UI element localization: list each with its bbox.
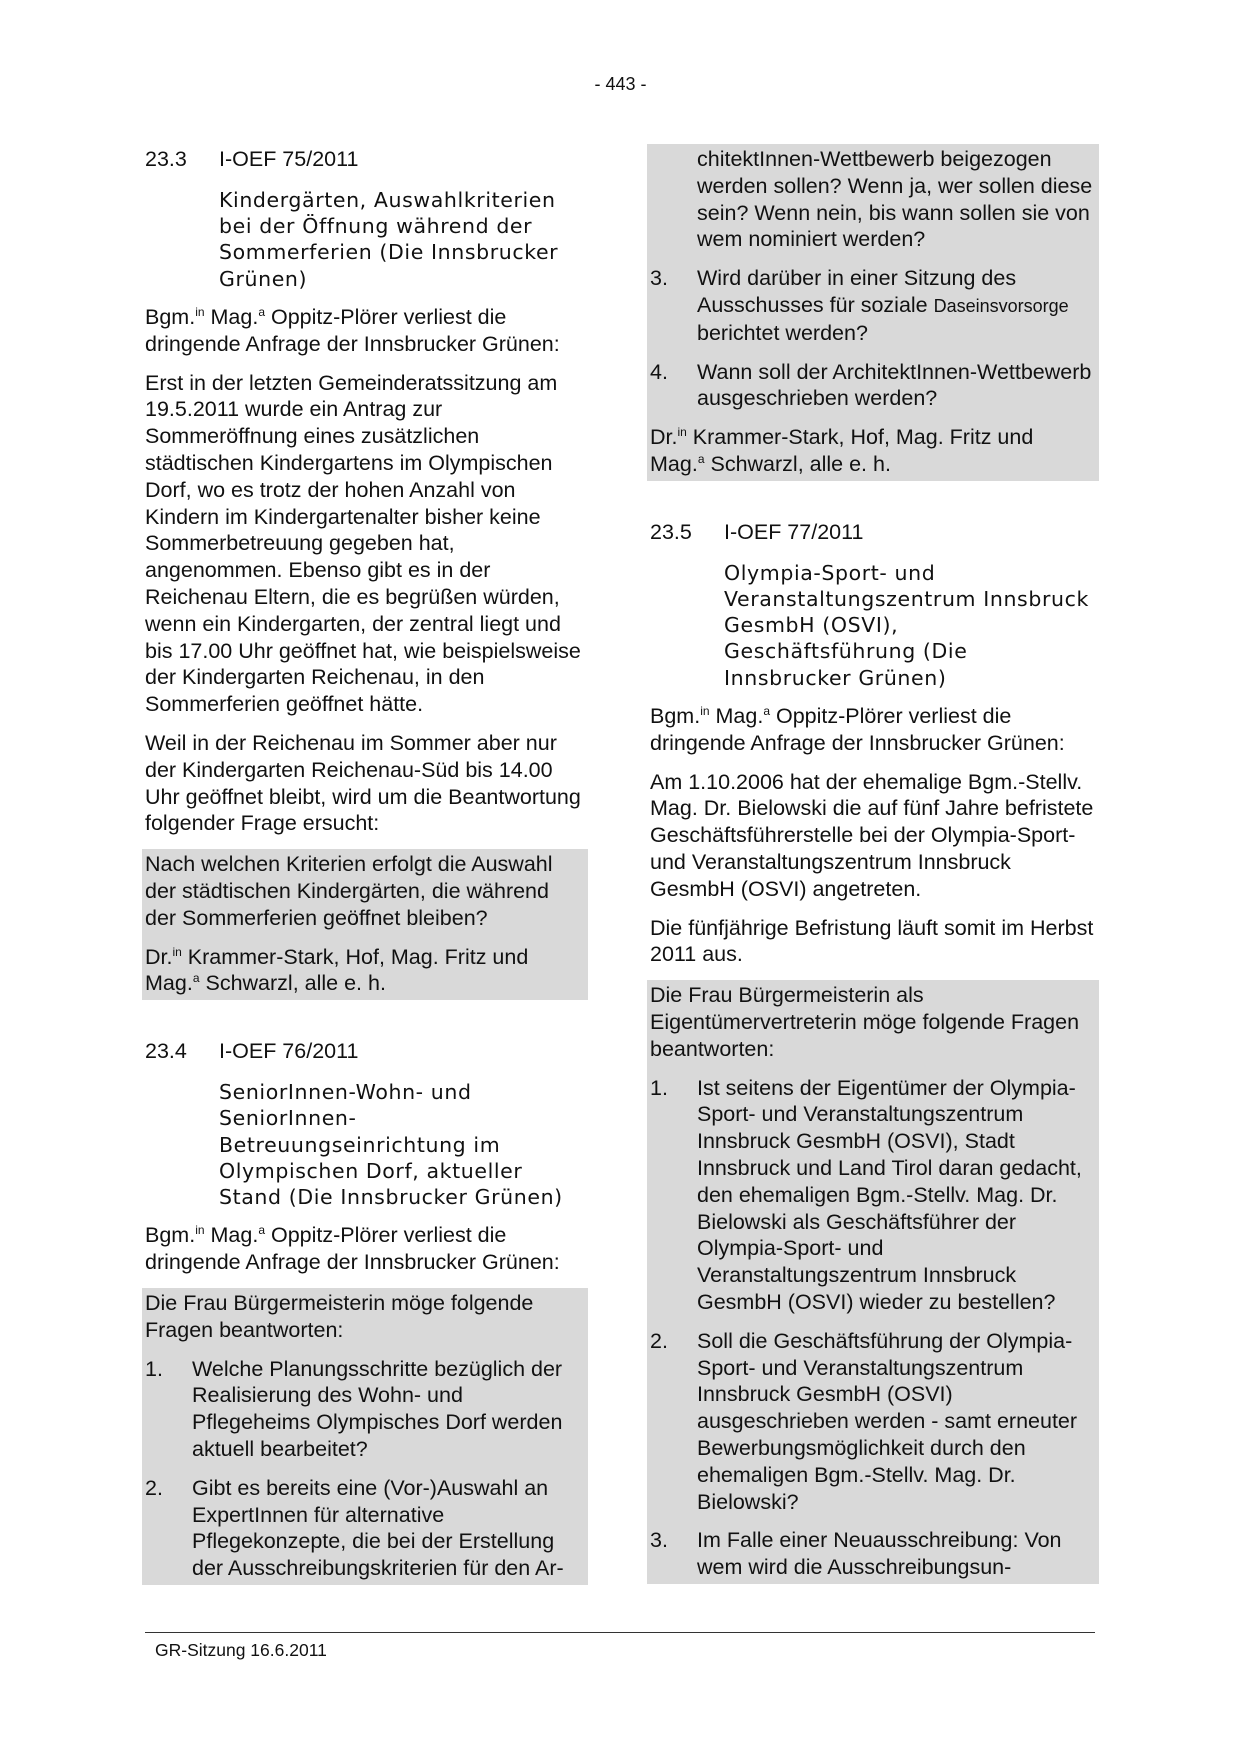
- question-box: [142, 849, 588, 1000]
- question-box-continued: [647, 144, 1099, 481]
- footer-divider: [145, 1632, 1095, 1633]
- footer-text: GR-Sitzung 16.6.2011: [155, 1640, 327, 1660]
- section-heading-23-5: [650, 519, 1096, 546]
- section-heading-23-4: [145, 1038, 585, 1065]
- intro-paragraph: Bgm.$^{in}$ Mag.$^a$ Oppitz-Plörer verliest die dringende Anfrage der Innsbrucker Grünen:: [145, 304, 560, 356]
- list-item: 1. Welche Planungsschritte bezüglich der Realisierung des Wohn- und Pflegeheims Olympisches Dorf werden aktuell bearbeitet?: [145, 1356, 563, 1461]
- body-paragraph: Weil in der Reichenau im Sommer aber nur der Kindergarten Reichenau-Süd bis 14.00 Uhr geöffnet bleibt, wird um die Beantwortung folgender Frage ersucht:: [145, 730, 581, 836]
- body-paragraph: Die fünfjährige Befristung läuft somit im Herbst 2011 aus.: [650, 915, 1094, 967]
- list-item: 1. Ist seitens der Eigentümer der Olympia-Sport- und Veranstaltungszentrum Innsbruck GesmbH (OSVI), Stadt Innsbruck und Land Tirol daran gedacht, den ehemaligen Bgm.-Stellv. Mag. Dr. Bielowski als Geschäftsführer der Olympia-Sport- und Veranstaltungszentrum Innsbruck GesmbH (OSVI) wieder zu bestellen?: [650, 1075, 1082, 1314]
- section-heading-23-3: [145, 146, 585, 173]
- list-item: 4. Wann soll der ArchitektInnen-Wettbewerb ausgeschrieben werden?: [650, 359, 1092, 411]
- list-item: 2. Gibt es bereits eine (Vor-)Auswahl an ExpertInnen für alternative Pflegekonzepte, die bei der Erstellung der Ausschreibungskriterien für den Ar-: [145, 1475, 564, 1581]
- section-title: Olympia-Sport- und Veranstaltungszentrum Innsbruck GesmbH (OSVI), Geschäftsführung (Die Innsbrucker Grünen): [724, 560, 1089, 690]
- question-lead: Die Frau Bürgermeisterin möge folgende Fragen beantworten:: [145, 1290, 534, 1342]
- signature: Dr.$^{in}$ Krammer-Stark, Hof, Mag. Fritz und Mag.$^a$ Schwarzl, alle e. h.: [145, 944, 529, 996]
- section-code: I-OEF 75/2011: [219, 147, 359, 171]
- body-paragraph: Am 1.10.2006 hat der ehemalige Bgm.-Stellv. Mag. Dr. Bielowski die auf fünf Jahre befristete Geschäftsführerstelle bei der Olympia-Sport- und Veranstaltungszentrum Innsbruck GesmbH (OSVI) angetreten.: [650, 769, 1094, 901]
- list-item: 3. Im Falle einer Neuausschreibung: Von wem wird die Ausschreibungsun-: [650, 1528, 1062, 1580]
- section-code: I-OEF 77/2011: [724, 519, 864, 544]
- question-box: [142, 1288, 588, 1585]
- section-number: 23.5: [650, 519, 692, 544]
- section-title: Kindergärten, Auswahlkriterien bei der Öffnung während der Sommerferien (Die Innsbrucker Grünen): [219, 187, 559, 291]
- page-number: - 443 -: [594, 74, 647, 94]
- section-code: I-OEF 76/2011: [219, 1039, 359, 1064]
- question-box: [647, 980, 1099, 1584]
- list-item: 3. Wird darüber in einer Sitzung des Ausschusses für soziale Daseinsvorsorge berichtet werden?: [650, 266, 1069, 345]
- intro-paragraph: Bgm.$^{in}$ Mag.$^a$ Oppitz-Plörer verliest die dringende Anfrage der Innsbrucker Grünen:: [145, 1223, 560, 1275]
- list-item: 2. Soll die Geschäftsführung der Olympia-Sport- und Veranstaltungszentrum Innsbruck GesmbH (OSVI) ausgeschrieben werden - samt erneuter Bewerbungsmöglichkeit durch den ehemaligen Bgm.-Stellv. Mag. Dr. Bielowski?: [650, 1328, 1078, 1514]
- list-item-continued: chitektInnen-Wettbewerb beigezogen werden sollen? Wenn ja, wer sollen diese sein? Wenn nein, bis wann sollen sie von wem nominiert werden?: [697, 147, 1093, 252]
- right-column: [650, 144, 1096, 1584]
- left-column: [145, 146, 585, 1585]
- intro-paragraph: Bgm.$^{in}$ Mag.$^a$ Oppitz-Plörer verliest die dringende Anfrage der Innsbrucker Grünen:: [650, 703, 1065, 755]
- section-number: 23.4: [145, 1039, 187, 1064]
- body-paragraph: Erst in der letzten Gemeinderatssitzung am 19.5.2011 wurde ein Antrag zur Sommeröffnung eines zusätzlichen städtischen Kindergartens im Olympischen Dorf, wo es trotz der hohen Anzahl von Kindern im Kindergartenalter bisher keine Sommerbetreuung gegeben hat, angenommen. Ebenso gibt es in der Reichenau Eltern, die es begrüßen würden, wenn ein Kindergarten, der zentral liegt und bis 17.00 Uhr geöffnet hat, wie beispielsweise der Kindergarten Reichenau, in den Sommerferien geöffnet hätte.: [145, 370, 581, 717]
- question-text: Nach welchen Kriterien erfolgt die Auswahl der städtischen Kindergärten, die während der Sommerferien geöffnet bleiben?: [145, 852, 553, 930]
- signature: Dr.$^{in}$ Krammer-Stark, Hof, Mag. Fritz und Mag.$^a$ Schwarzl, alle e. h.: [650, 425, 1034, 476]
- question-lead: Die Frau Bürgermeisterin als Eigentümervertreterin möge folgende Fragen beantworten:: [650, 983, 1080, 1061]
- section-title: SeniorInnen-Wohn- und SeniorInnen-Betreuungseinrichtung im Olympischen Dorf, aktueller Stand (Die Innsbrucker Grünen): [219, 1079, 563, 1210]
- section-number: 23.3: [145, 147, 187, 171]
